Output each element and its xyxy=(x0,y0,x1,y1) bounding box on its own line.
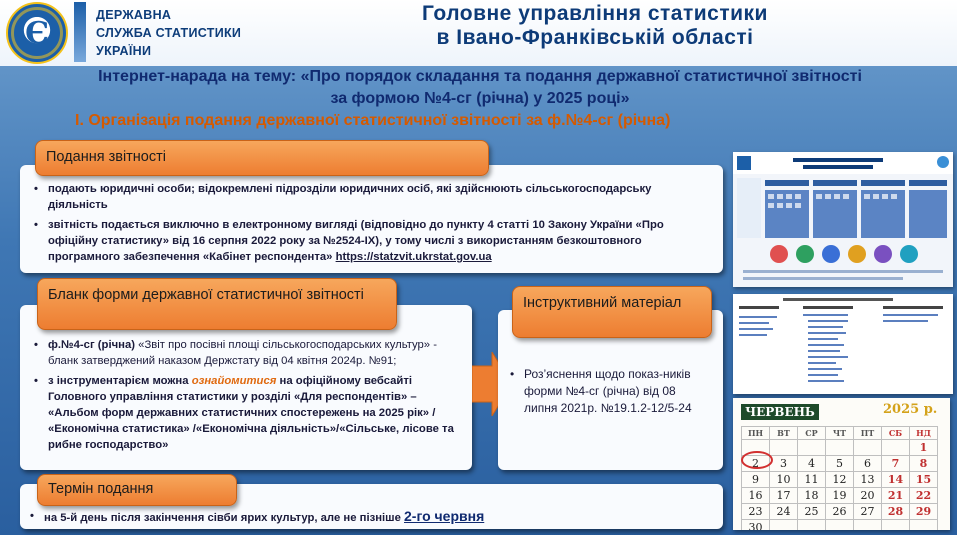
form-code: ф.№4-сг (річна) xyxy=(48,339,136,351)
calendar-day: 30 xyxy=(742,520,770,531)
calendar-day xyxy=(798,520,826,531)
instructions-tab: Інструктивний матеріал xyxy=(512,286,712,338)
deadline-tab: Термін подання xyxy=(37,474,237,506)
form-tab: Бланк форми державної статистичної звітності xyxy=(37,278,397,330)
org-line-3: УКРАЇНИ xyxy=(96,44,152,58)
form-bullet-2-end: на офіційному вебсайті Головного управління статистики у розділі «Для респондентів» – «Альбом форм державних статистичних спостережень на 2025 рік» / «Економічна статистика» /«Економічна діяльність»/«Сільське, лісове та рибне господарство» xyxy=(48,375,454,451)
org-line-2: СЛУЖБА СТАТИСТИКИ xyxy=(96,26,242,40)
slide-title-line-1: Інтернет-нарада на тему: «Про порядок складання та подання державної статистичної звітності xyxy=(98,68,862,85)
calendar-day: 15 xyxy=(910,472,938,488)
calendar-week xyxy=(742,504,938,520)
header-accent-bar xyxy=(74,2,86,62)
slide-subtitle: І. Організація подання державної статистичної звітності за ф.№4-сг (річна) xyxy=(75,112,671,129)
derzhstat-logo xyxy=(6,2,68,64)
calendar-day: 26 xyxy=(826,504,854,520)
submission-bullet-1: • подають юридичні особи; відокремлені підрозділи юридичних осіб, які здійснюють сільськогосподарську діяльність xyxy=(32,181,712,213)
weekday-sun: НД xyxy=(910,427,938,440)
calendar-grid xyxy=(741,426,938,530)
calendar-day: 21 xyxy=(882,488,910,504)
form-bullet-1 xyxy=(32,337,467,369)
calendar-day xyxy=(882,520,910,531)
calendar-day: 5 xyxy=(826,456,854,472)
calendar-day xyxy=(798,440,826,456)
calendar-week xyxy=(742,488,938,504)
document-screenshot xyxy=(733,294,953,394)
calendar-day xyxy=(854,520,882,531)
form-bullet-2 xyxy=(32,373,467,453)
calendar-day: 17 xyxy=(770,488,798,504)
website-preview-image xyxy=(733,152,953,287)
deadline-date: 2-го червня xyxy=(404,508,485,524)
calendar-day: 4 xyxy=(798,456,826,472)
form-bullet-1-text: «Звіт про посівні площі сільськогосподарських культур» - бланк затверджений наказом Держстату від 04 квітня 2024р. №91; xyxy=(48,339,437,367)
main-title-line-1: Головне управління статистики xyxy=(422,2,768,25)
calendar-year: 2025 р. xyxy=(883,402,938,417)
calendar-day: 12 xyxy=(826,472,854,488)
calendar-month: ЧЕРВЕНЬ xyxy=(741,404,819,420)
calendar-day: 6 xyxy=(854,456,882,472)
calendar-day xyxy=(826,520,854,531)
calendar-day: 14 xyxy=(882,472,910,488)
slide-title xyxy=(40,66,920,110)
calendar-day: 28 xyxy=(882,504,910,520)
calendar-day: 3 xyxy=(770,456,798,472)
calendar-day: 1 xyxy=(910,440,938,456)
calendar-day xyxy=(910,520,938,531)
instructions-bullet-1: • Роз’яснення щодо показ-ників форми №4-сг (річна) від 08 липня 2021р. №19.1.2-12/5-24 xyxy=(508,366,698,417)
calendar-day: 10 xyxy=(770,472,798,488)
submission-card xyxy=(20,165,723,273)
calendar-day xyxy=(770,440,798,456)
weekday-fri: ПТ xyxy=(854,427,882,440)
calendar-day xyxy=(882,440,910,456)
submission-bullet-2 xyxy=(32,217,712,265)
form-bullet-2-italic: ознайомитися xyxy=(191,375,277,387)
calendar-day: 13 xyxy=(854,472,882,488)
calendar-day: 19 xyxy=(826,488,854,504)
highlight-circle-icon xyxy=(741,451,773,469)
calendar-day: 7 xyxy=(882,456,910,472)
calendar-day: 27 xyxy=(854,504,882,520)
weekday-thu: ЧТ xyxy=(826,427,854,440)
main-title-line-2: в Івано-Франківській області xyxy=(436,26,754,49)
calendar-day: 20 xyxy=(854,488,882,504)
calendar-day: 24 xyxy=(770,504,798,520)
calendar-day: 29 xyxy=(910,504,938,520)
calendar-day-highlighted: 2 xyxy=(742,456,770,472)
submission-bullet-2-text: звітність подається виключно в електронному вигляді (відповідно до пункту 4 статті 10 Закону України «Про офіційну статистику» від 16 серпня 2022 року за №2524-ІХ), у тому числі з використанням безкоштовного програмного забезпечення «Кабінет респондента» xyxy=(48,219,664,263)
main-title xyxy=(390,2,800,50)
calendar-week xyxy=(742,520,938,531)
calendar-day: 23 xyxy=(742,504,770,520)
org-name xyxy=(96,6,296,60)
deadline-bullet xyxy=(28,508,718,526)
form-bullet-2-start: з інструментарієм можна xyxy=(48,375,189,387)
org-line-1: ДЕРЖАВНА xyxy=(96,8,172,22)
calendar-day: 11 xyxy=(798,472,826,488)
calendar-day: 9 xyxy=(742,472,770,488)
website-screenshot xyxy=(733,152,953,287)
slide-title-line-2: за формою №4-сг (річна) у 2025 році» xyxy=(330,90,630,107)
logo-letter: Є xyxy=(25,16,49,51)
calendar-day xyxy=(826,440,854,456)
submission-tab: Подання звітності xyxy=(35,140,489,176)
calendar-day xyxy=(770,520,798,531)
weekday-sat: СБ xyxy=(882,427,910,440)
calendar-widget xyxy=(733,398,950,530)
calendar-week xyxy=(742,472,938,488)
calendar-day: 25 xyxy=(798,504,826,520)
calendar-day xyxy=(854,440,882,456)
deadline-text: на 5-й день після закінчення сівби ярих культур, але не пізніше xyxy=(44,512,401,524)
document-preview-image xyxy=(733,294,953,394)
weekday-mon: ПН xyxy=(742,427,770,440)
calendar-day: 18 xyxy=(798,488,826,504)
calendar-day: 8 xyxy=(910,456,938,472)
calendar-day: 16 xyxy=(742,488,770,504)
header-bar xyxy=(0,0,957,66)
calendar-weekday-row xyxy=(742,427,938,440)
calendar-week xyxy=(742,440,938,456)
weekday-tue: ВТ xyxy=(770,427,798,440)
weekday-wed: СР xyxy=(798,427,826,440)
statzvit-link[interactable]: https://statzvit.ukrstat.gov.ua xyxy=(335,251,492,263)
calendar-day: 22 xyxy=(910,488,938,504)
